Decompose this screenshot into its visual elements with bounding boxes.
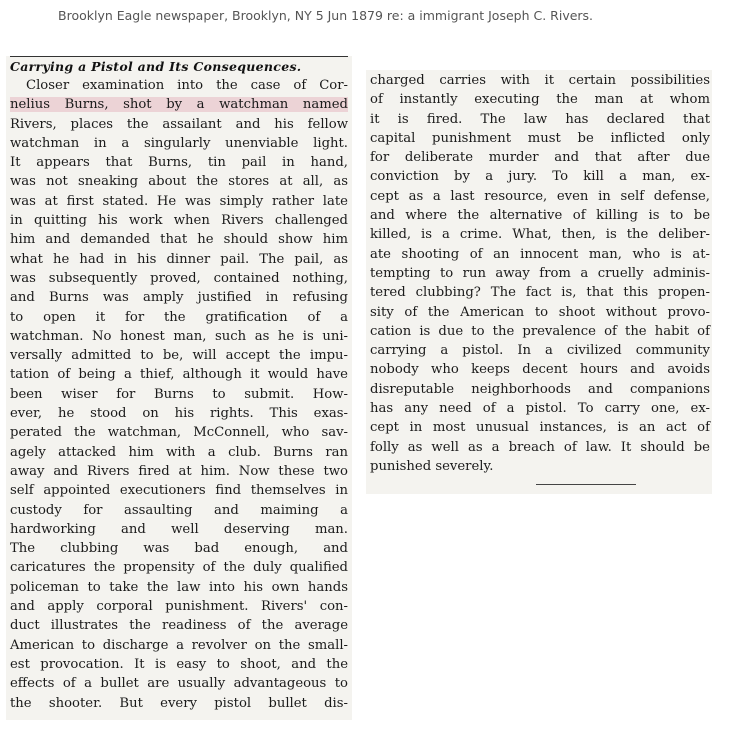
article-line: hardworking and well deserving man. (10, 521, 348, 537)
article-line: American to discharge a revolver on the small- (10, 637, 348, 653)
article-line: carrying a pistol. In a civilized community (370, 343, 710, 359)
article-line: charged carries with it certain possibilities (370, 73, 710, 88)
article-line: him and demanded that he should show him (10, 232, 348, 248)
article-line: capital punishment must be inflicted only (370, 130, 710, 146)
article-line: what he had in his dinner pail. The pail, as (10, 251, 348, 267)
article-line-text: Closer examination into the case of Cor- (26, 78, 348, 93)
highlighted-name: nelius Burns, shot by a watchman named (10, 97, 348, 113)
article-line: watchman. No honest man, such as he is uni- (10, 328, 348, 344)
article-headline: Carrying a Pistol and Its Consequences. (10, 59, 302, 74)
article-line: been wiser for Burns to submit. How- (10, 386, 348, 402)
article-line: has any need of a pistol. To carry one, ex- (370, 401, 710, 417)
article-line: ever, he stood on his rights. This exas- (10, 406, 348, 422)
article-line: was not sneaking about the stores at all, as (10, 174, 348, 190)
article-line: and Burns was amply justified in refusing (10, 290, 348, 306)
article-line: tered clubbing? The fact is, that this propen- (370, 285, 710, 301)
article-line: cation is due to the prevalence of the habit of (370, 323, 710, 339)
article-line: tation of being a thief, although it would have (10, 367, 348, 383)
article-line: away and Rivers fired at him. Now these two (10, 463, 348, 479)
article-line: It appears that Burns, tin pail in hand, (10, 155, 348, 171)
article-line (10, 95, 348, 114)
article-line: caricatures the propensity of the duly qualified (10, 560, 348, 576)
article-line: was subsequently proved, contained nothing, (10, 270, 348, 286)
article-line: punished severely. (370, 458, 494, 474)
article-line: in quitting his work when Rivers challenged (10, 213, 348, 229)
article-column-right (370, 71, 710, 476)
article-line: policeman to take the law into his own hands (10, 579, 348, 595)
image-caption: Brooklyn Eagle newspaper, Brooklyn, NY 5 Jun 1879 re: a immigrant Joseph C. Rivers. (58, 8, 594, 23)
article-line: killed, is a crime. What, then, is the deliber- (370, 227, 710, 243)
article-line: sity of the American to shoot without provo- (370, 304, 710, 320)
article-line: ate shooting of an innocent man, who is at- (370, 246, 710, 262)
article-line: folly as well as a breach of law. It should be (370, 439, 710, 455)
article-line: The clubbing was bad enough, and (10, 541, 348, 557)
article-line: it is fired. The law has declared that (370, 111, 710, 127)
article-line: nobody who keeps decent hours and avoids (370, 362, 710, 378)
article-line: Rivers, places the assailant and his fellow (10, 116, 348, 132)
article-line: self appointed executioners find themselves in (10, 483, 348, 499)
article-line: for deliberate murder and that after due (370, 150, 710, 166)
article-line: duct illustrates the readiness of the average (10, 618, 348, 634)
article-line: was at first stated. He was simply rather late (10, 193, 348, 209)
article-line: the shooter. But every pistol bullet dis- (10, 695, 348, 711)
article-line: tempting to run away from a cruelly adminis- (370, 265, 710, 281)
article-line: conviction by a jury. To kill a man, ex- (370, 169, 710, 185)
end-of-article-rule (536, 484, 636, 485)
article-line: est provocation. It is easy to shoot, and the (10, 656, 348, 672)
article-line: disreputable neighborhoods and companions (370, 381, 710, 397)
top-rule (10, 56, 348, 57)
article-line: versally admitted to be, will accept the impu- (10, 348, 348, 364)
article-line: watchman in a singularly unenviable light. (10, 135, 348, 151)
article-line: custody for assaulting and maiming a (10, 502, 348, 518)
article-column-left (10, 76, 348, 713)
article-line: and where the alternative of killing is to be (370, 208, 710, 224)
article-line: agely attacked him with a club. Burns ran (10, 444, 348, 460)
article-line: of instantly executing the man at whom (370, 92, 710, 108)
article-line: cept as a last resource, even in self defense, (370, 188, 710, 204)
article-line: perated the watchman, McConnell, who sav- (10, 425, 348, 441)
article-line (10, 76, 348, 95)
article-line: effects of a bullet are usually advantageous to (10, 676, 348, 692)
article-line: and apply corporal punishment. Rivers' con- (10, 599, 348, 615)
article-line: to open it for the gratification of a (10, 309, 348, 325)
article-line: cept in most unusual instances, is an act of (370, 420, 710, 436)
